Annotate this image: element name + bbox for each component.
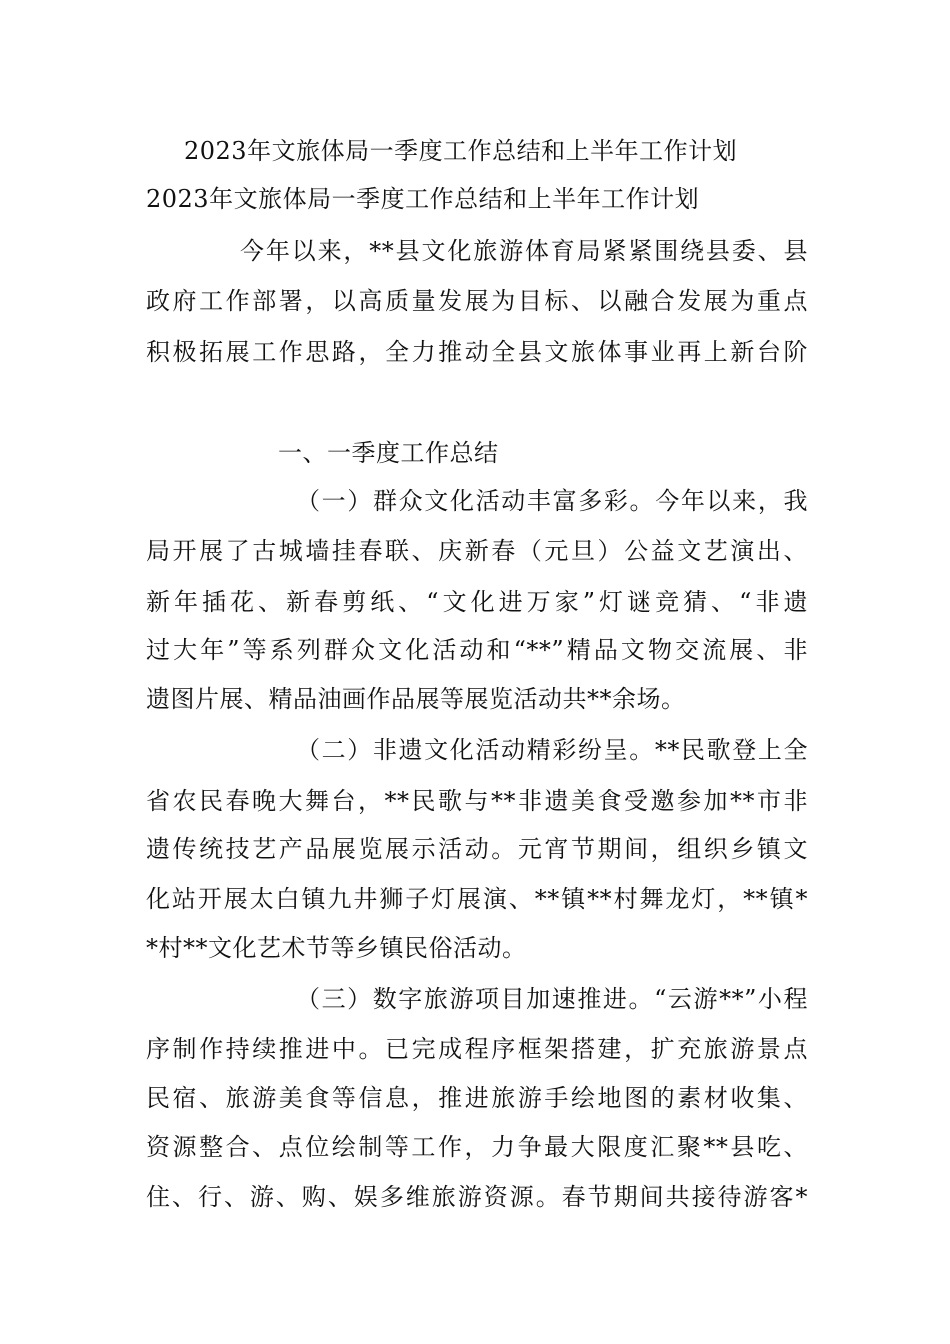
paragraph-line: 民宿、旅游美食等信息，推进旅游手绘地图的素材收集、: [146, 1084, 808, 1112]
document-title-repeat: 2023年文旅体局一季度工作总结和上半年工作计划: [146, 185, 700, 213]
intro-line: 积极拓展工作思路，全力推动全县文旅体事业再上新台阶: [146, 338, 808, 366]
paragraph-line: 省农民春晚大舞台，**民歌与**非遗美食受邀参加**市非: [146, 787, 808, 815]
paragraph-line: 资源整合、点位绘制等工作，力争最大限度汇聚**县吃、: [146, 1133, 808, 1161]
paragraph-line: （三）数字旅游项目加速推进。“云游**”小程: [296, 985, 808, 1013]
paragraph-line: 化站开展太白镇九井狮子灯展演、**镇**村舞龙灯，**镇*: [146, 885, 808, 913]
paragraph-line: 序制作持续推进中。已完成程序框架搭建，扩充旅游景点: [146, 1035, 808, 1063]
paragraph-line: 过大年”等系列群众文化活动和“**”精品文物交流展、非: [146, 636, 808, 664]
paragraph-line: 遗图片展、精品油画作品展等展览活动共**余场。: [146, 685, 686, 713]
intro-line: 政府工作部署，以高质量发展为目标、以融合发展为重点: [146, 287, 808, 315]
section-heading: 一、一季度工作总结: [278, 439, 499, 467]
paragraph-line: 新年插花、新春剪纸、“文化进万家”灯谜竞猜、“非遗: [146, 588, 808, 616]
paragraph-line: （一）群众文化活动丰富多彩。今年以来，我: [296, 487, 808, 515]
paragraph-line: *村**文化艺术节等乡镇民俗活动。: [146, 934, 527, 962]
document-title: 2023年文旅体局一季度工作总结和上半年工作计划: [184, 137, 738, 165]
paragraph-line: 局开展了古城墙挂春联、庆新春（元旦）公益文艺演出、: [146, 537, 808, 565]
paragraph-line: 住、行、游、购、娱多维旅游资源。春节期间共接待游客*: [146, 1183, 808, 1211]
paragraph-line: （二）非遗文化活动精彩纷呈。**民歌登上全: [296, 736, 808, 764]
paragraph-line: 遗传统技艺产品展览展示活动。元宵节期间，组织乡镇文: [146, 835, 808, 863]
intro-line: 今年以来，**县文化旅游体育局紧紧围绕县委、县: [240, 237, 808, 265]
